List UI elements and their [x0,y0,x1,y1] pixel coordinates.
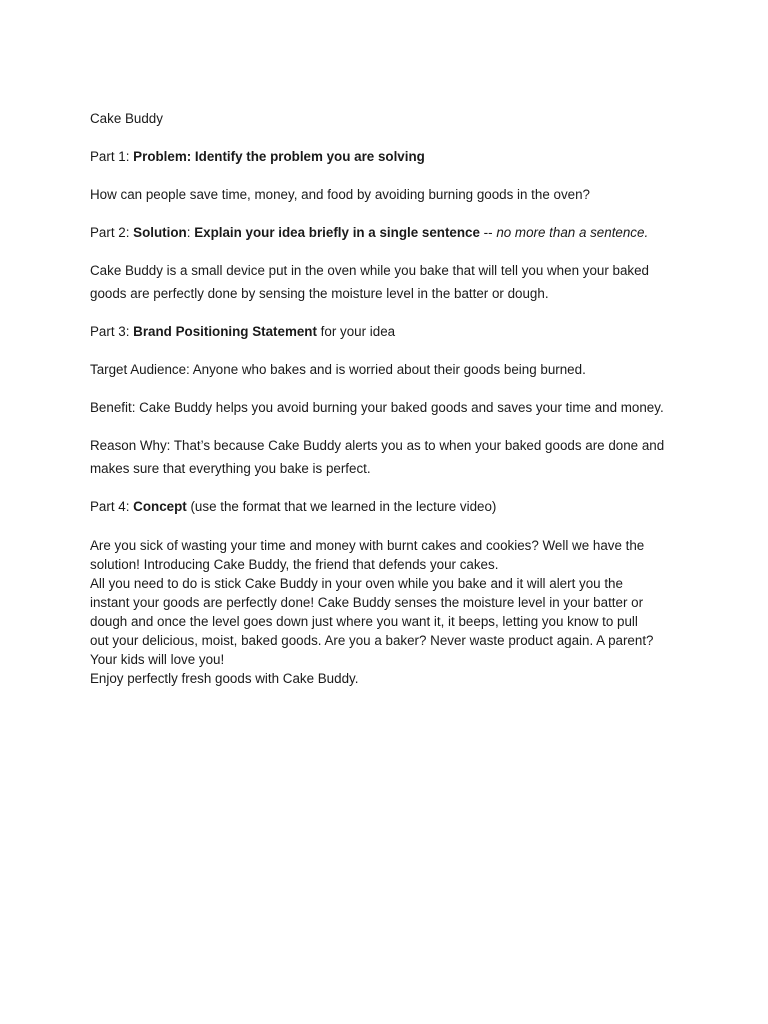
target-audience: Target Audience: Anyone who bakes and is worried about their goods being burned. [90,362,586,377]
part4-suffix: (use the format that we learned in the lecture video) [186,499,497,514]
part1-heading-text: Problem: Identify the problem you are solving [133,149,425,164]
document-title: Cake Buddy [90,111,163,126]
reason-why [90,434,690,480]
concept-line: out your delicious, moist, baked goods. Are you a baker? Never waste product again. A parent? [90,633,654,648]
part1-prefix: Part 1: [90,149,134,164]
concept-line: Are you sick of wasting your time and money with burnt cakes and cookies? Well we have the [90,538,645,553]
concept-line: Enjoy perfectly fresh goods with Cake Buddy. [90,671,359,686]
part3-heading-text: Brand Positioning Statement [133,324,317,339]
concept-line: Your kids will love you! [90,652,225,667]
reason-why-line: Reason Why: That’s because Cake Buddy alerts you as to when your baked goods are done and [90,438,665,453]
part2-body-line: Cake Buddy is a small device put in the oven while you bake that will tell you when your baked [90,263,650,278]
part3-suffix: for your idea [316,324,396,339]
part1-body: How can people save time, money, and food by avoiding burning goods in the oven? [90,187,590,202]
concept-line: instant your goods are perfectly done! Cake Buddy senses the moisture level in your batter or [90,595,644,610]
concept-body [90,536,690,688]
concept-line: solution! Introducing Cake Buddy, the friend that defends your cakes. [90,557,499,572]
part2-sep: : [186,225,195,240]
part4-heading [90,495,690,518]
document-page [90,107,690,688]
part2-heading [90,221,690,244]
part4-heading-text: Concept [133,499,187,514]
concept-line: All you need to do is stick Cake Buddy in your oven while you bake and it will alert you the [90,576,623,591]
part3-prefix: Part 3: [90,324,134,339]
part2-dash: -- [479,225,497,240]
concept-line: dough and once the level goes down just where you want it, it beeps, letting you know to pull [90,614,638,629]
part4-prefix: Part 4: [90,499,134,514]
part2-prefix: Part 2: [90,225,134,240]
part2-heading-a: Solution [133,225,187,240]
part2-body [90,259,690,305]
benefit: Benefit: Cake Buddy helps you avoid burning your baked goods and saves your time and money. [90,400,664,415]
reason-why-line: makes sure that everything you bake is perfect. [90,461,371,476]
part2-note: no more than a sentence. [496,225,649,240]
part1-heading [90,145,690,168]
part2-body-line: goods are perfectly done by sensing the moisture level in the batter or dough. [90,286,549,301]
part3-heading [90,320,690,343]
part2-heading-b: Explain your idea briefly in a single sentence [194,225,480,240]
